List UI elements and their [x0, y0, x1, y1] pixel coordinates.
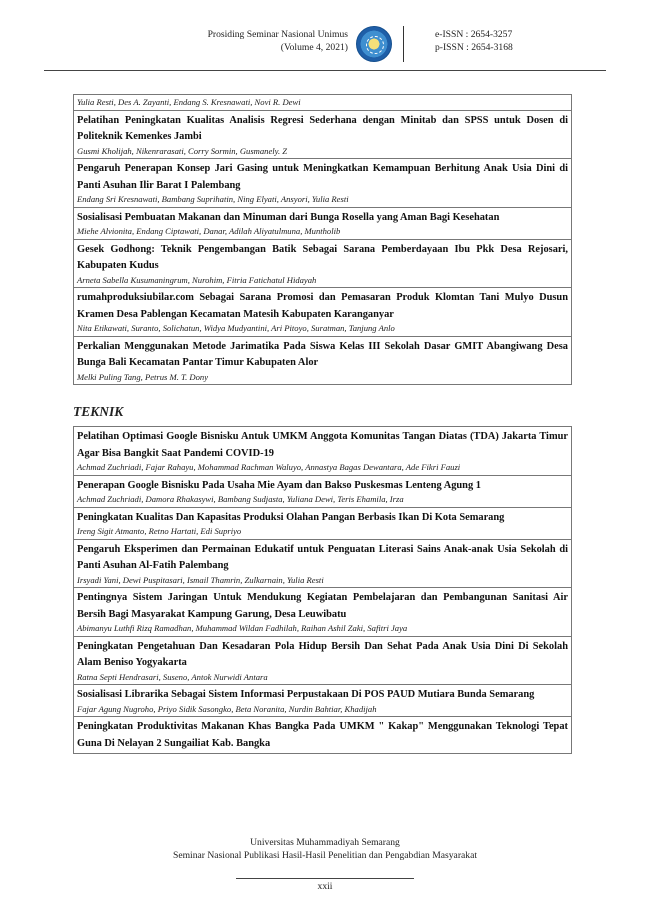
entry-authors: Melki Puling Tang, Petrus M. T. Dony	[77, 371, 209, 382]
table-row	[73, 476, 572, 508]
entry-authors: Endang Sri Kresnawati, Bambang Suprihatin, Ning Elyati, Ansyori, Yulia Resti	[77, 194, 349, 204]
entry-authors: Ireng Sigit Atmanto, Retno Hartati, Edi Supriyo	[77, 526, 242, 536]
entry-title: Perkalian Menggunakan Metode Jarimatika Pada Siswa Kelas III Sekolah Dasar GMIT Abangiwang Desa Bunga Bali Kecamatan Pantar Timur Kabupaten Alor	[77, 340, 568, 368]
entry-title: Pengaruh Eksperimen dan Permainan Edukatif untuk Penguatan Literasi Sains Anak-anak Usia Sekolah di Panti Asuhan Al-Fatih Palembang	[77, 543, 568, 571]
entry-title: Sosialisasi Pembuatan Makanan dan Minuman dari Bunga Rosella yang Aman Bagi Kesehatan	[77, 211, 500, 223]
e-issn: e-ISSN : 2654-3257	[435, 29, 513, 40]
table-row	[73, 208, 572, 240]
issn-block	[435, 28, 513, 54]
table-row	[73, 240, 572, 289]
entry-title: Pelatihan Optimasi Google Bisnisku Antuk UMKM Anggota Komunitas Tangan Diatas (TDA) Jakarta Timur Agar Bisa Bangkit Saat Pandemi COVID-19	[77, 431, 568, 459]
footer-seminar: Seminar Nasional Publikasi Hasil-Hasil Penelitian dan Pengabdian Masyarakat	[172, 850, 477, 861]
entry-title: Peningkatan Produktivitas Makanan Khas Bangka Pada UMKM " Kakap" Menggunakan Teknologi Tepat Guna Di Nelayan 2 Sungailiat Kab. Bangka	[77, 721, 568, 749]
table-row	[73, 637, 572, 686]
table-row	[73, 111, 572, 160]
page-header	[0, 0, 650, 70]
table-row	[73, 95, 572, 111]
page-number: xxii	[317, 881, 333, 892]
entry-authors: Yulia Resti, Des A. Zayanti, Endang S. Kresnawati, Novi R. Dewi	[77, 97, 301, 107]
table-row	[73, 288, 572, 337]
entry-authors: Fajar Agung Nugroho, Priyo Sidik Sasongko, Beta Noranita, Nurdin Bahtiar, Khadijah	[77, 703, 377, 714]
entry-authors: Nita Etikawati, Suranto, Solichatun, Widya Mudyantini, Ari Pitoyo, Suratman, Tanjung Anlo	[77, 323, 395, 333]
table-row	[73, 685, 572, 717]
table-row	[73, 508, 572, 540]
header-divider	[403, 26, 404, 62]
p-issn: p-ISSN : 2654-3168	[435, 42, 513, 53]
entry-title: Penerapan Google Bisnisku Pada Usaha Mie Ayam dan Bakso Puskesmas Lenteng Agung 1	[77, 479, 481, 491]
entry-title: Pengaruh Penerapan Konsep Jari Gasing untuk Meningkatkan Kemampuan Berhitung Anak Usia Dini di Panti Asuhan Ilir Barat I Palembang	[77, 163, 568, 191]
footer-rule	[236, 878, 414, 879]
university-logo-icon	[356, 26, 392, 62]
entry-title: Sosialisasi Librarika Sebagai Sistem Informasi Perpustakaan Di POS PAUD Mutiara Bunda Semarang	[77, 689, 535, 700]
entry-authors: Achmad Zuchriadi, Fajar Rahayu, Mohammad Rachman Waluyo, Annastya Bagas Dewantara, Ade Fikri Fauzi	[77, 462, 461, 472]
entry-authors: Gusmi Kholijah, Nikenrarasati, Corry Sormin, Gusmanely. Z	[77, 145, 288, 156]
header-rule	[44, 70, 606, 71]
table-row	[73, 427, 572, 476]
entry-title: Gesek Godhong: Teknik Pengembangan Batik Sebagai Sarana Pemberdayaan Ibu Pkk Desa Rejosari, Kabupaten Kudus	[77, 243, 568, 271]
table-row	[73, 337, 572, 386]
footer-university: Universitas Muhammadiyah Semarang	[250, 837, 400, 848]
table-row	[73, 159, 572, 208]
proceedings-volume: (Volume 4, 2021)	[280, 42, 348, 53]
contents-table-2	[73, 426, 572, 754]
entry-title: Peningkatan Kualitas Dan Kapasitas Produksi Olahan Pangan Berbasis Ikan Di Kota Semarang	[77, 511, 505, 523]
entry-title: rumahproduksiubilar.com Sebagai Sarana Promosi dan Pemasaran Produk Klomtan Tani Mulyo Dusun Kramen Desa Pablengan Kecamatan Matesih Kabupaten Karanganyar	[77, 292, 568, 320]
entry-authors: Abimanyu Luthfi Rizq Ramadhan, Muhammad Wildan Fadhilah, Raihan Ashil Zaki, Safitri Jaya	[77, 623, 408, 633]
proceedings-title	[208, 28, 348, 54]
entry-authors: Miehe Alvionita, Endang Ciptawati, Danar, Adilah Aliyatulmuna, Muntholib	[77, 226, 341, 236]
entry-authors: Irsyadi Yani, Dewi Puspitasari, Ismail Thamrin, Zulkarnain, Yulia Resti	[77, 574, 324, 585]
table-row	[73, 588, 572, 637]
section-heading: TEKNIK	[73, 404, 124, 419]
entry-title: Peningkatan Pengetahuan Dan Kesadaran Pola Hidup Bersih Dan Sehat Pada Anak Usia Dini Di Sekolah Alam Beniso Yogyakarta	[77, 640, 568, 668]
entry-authors: Achmad Zuchriadi, Damora Rhakasywi, Bambang Sudjasta, Yuliana Dewi, Teris Ehamila, Irza	[77, 494, 404, 504]
entry-title: Pentingnya Sistem Jaringan Untuk Mendukung Kegiatan Pembelajaran dan Pembangunan Sanitasi Air Bersih Bagi Masyarakat Kampung Garung, Desa Leuwibatu	[77, 592, 568, 620]
contents-table-1	[73, 94, 572, 385]
page-footer	[0, 836, 650, 862]
table-row	[73, 717, 572, 754]
proceedings-name: Prosiding Seminar Nasional Unimus	[207, 29, 348, 40]
entry-authors: Ratna Septi Hendrasari, Suseno, Antok Nurwidi Antara	[77, 671, 268, 682]
entry-authors: Arneta Sabella Kusumaningrum, Nurohim, Fitria Fatichatul Hidayah	[77, 274, 317, 285]
entry-title: Pelatihan Peningkatan Kualitas Analisis Regresi Sederhana dengan Minitab dan SPSS untuk Dosen di Politeknik Kemenkes Jambi	[77, 114, 568, 142]
table-row	[73, 540, 572, 589]
